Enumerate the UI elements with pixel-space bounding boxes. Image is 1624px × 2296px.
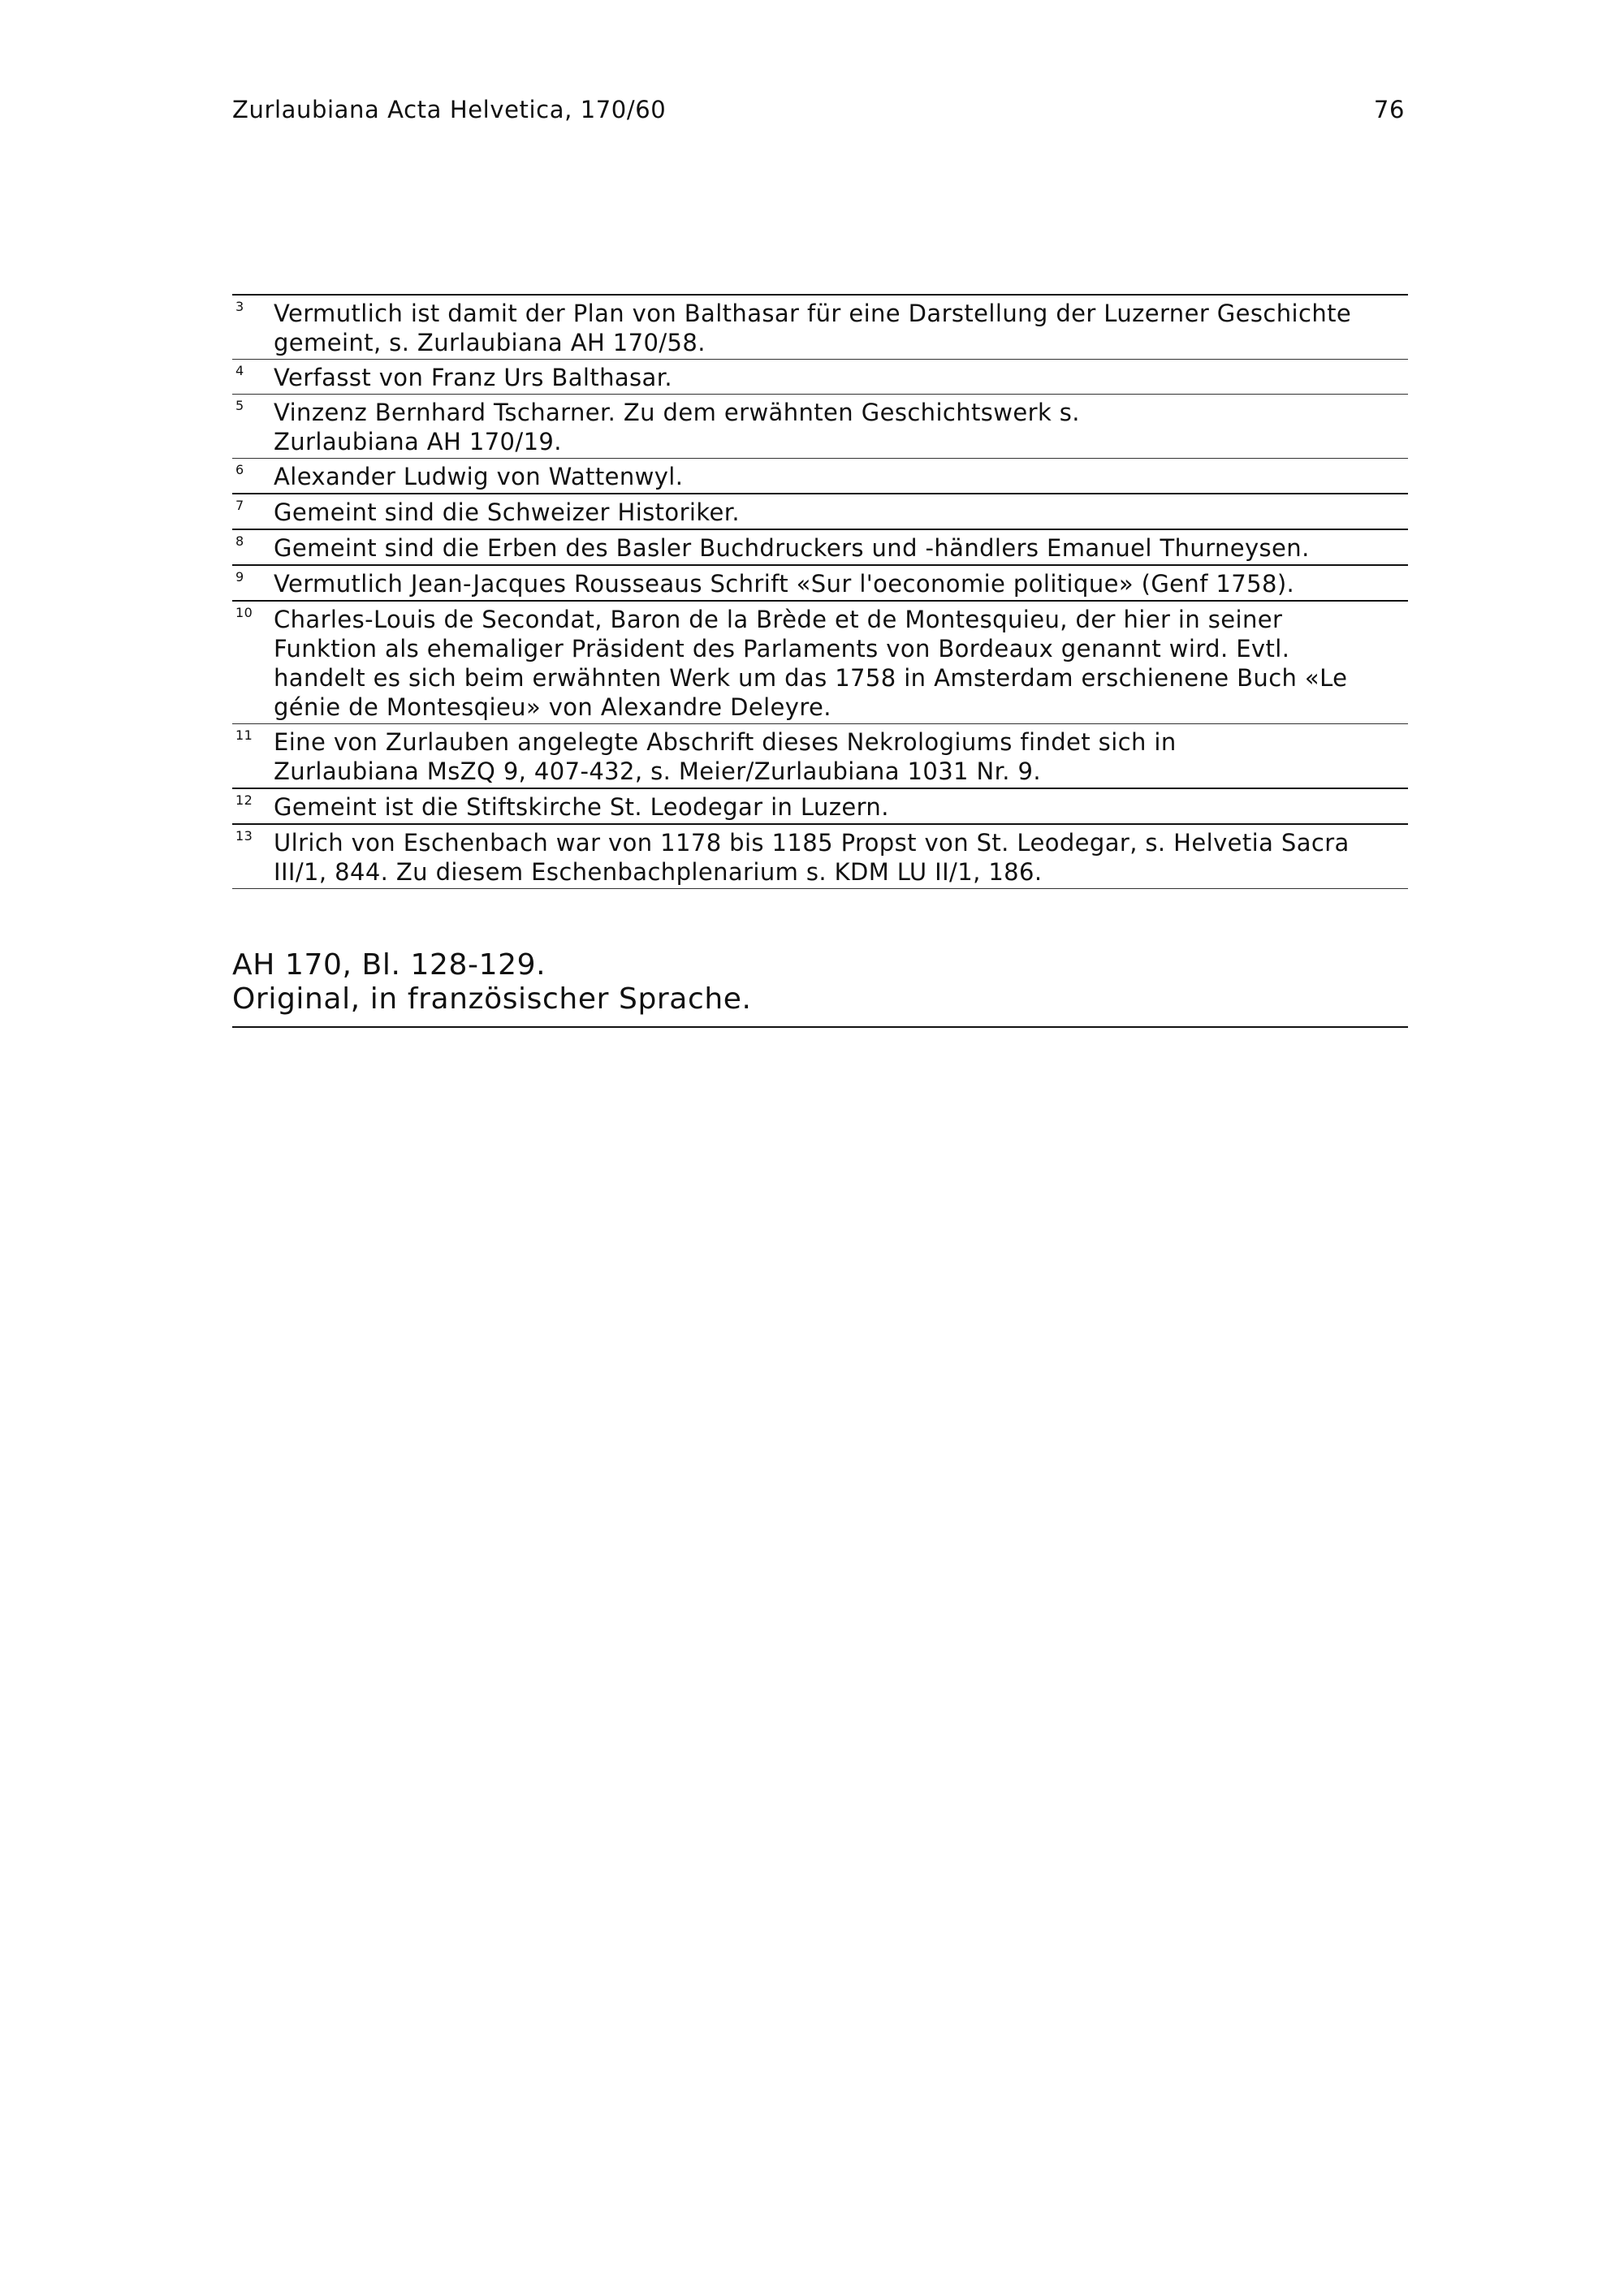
- footnote-line: Vermutlich ist damit der Plan von Balthasar für eine Darstellung der Luzerner Geschichte: [274, 300, 1352, 327]
- footnote: [232, 825, 1408, 889]
- footnotes: [232, 294, 1408, 889]
- footnote-text: [274, 533, 1408, 563]
- footnote-line: génie de Montesqieu» von Alexandre Deleyre.: [274, 693, 831, 721]
- footnote-line: Eine von Zurlauben angelegte Abschrift dieses Nekrologiums findet sich in: [274, 728, 1177, 756]
- footnote-number: 3: [235, 299, 244, 314]
- footnote: [232, 296, 1408, 360]
- page-number: 76: [1373, 96, 1405, 123]
- footnote-line: Gemeint sind die Erben des Basler Buchdruckers und -händlers Emanuel Thurneysen.: [274, 534, 1310, 562]
- footnote-text: [274, 569, 1408, 598]
- footnote-line: Gemeint ist die Stiftskirche St. Leodegar in Luzern.: [274, 793, 889, 821]
- footnote-line: Funktion als ehemaliger Präsident des Parlaments von Bordeaux genannt wird. Evtl.: [274, 635, 1290, 662]
- source-language: Original, in französischer Sprache.: [232, 982, 752, 1016]
- footnote-line: III/1, 844. Zu diesem Eschenbachplenarium s. KDM LU II/1, 186.: [274, 858, 1043, 886]
- footnote-line: Verfasst von Franz Urs Balthasar.: [274, 364, 673, 391]
- page-header: [232, 96, 1405, 128]
- footnote-text: [274, 828, 1408, 887]
- footnote-text: [274, 498, 1408, 527]
- footnote-line: Gemeint sind die Schweizer Historiker.: [274, 498, 741, 526]
- footnote-text: [274, 299, 1408, 357]
- footnote: [232, 724, 1408, 789]
- footnote-text: [274, 792, 1408, 822]
- footnote-line: Vinzenz Bernhard Tscharner. Zu dem erwähnten Geschichtswerk s.: [274, 399, 1080, 426]
- footnote: [232, 395, 1408, 459]
- footnote: [232, 530, 1408, 566]
- footnote-text: [274, 398, 1408, 456]
- footnote-text: [274, 363, 1408, 392]
- footnote-line: Ulrich von Eschenbach war von 1178 bis 1185 Propst von St. Leodegar, s. Helvetia Sacra: [274, 829, 1350, 857]
- footnote-line: gemeint, s. Zurlaubiana AH 170/58.: [274, 329, 706, 356]
- footnote-line: Zurlaubiana MsZQ 9, 407-432, s. Meier/Zurlaubiana 1031 Nr. 9.: [274, 757, 1041, 785]
- footnote-number: 8: [235, 533, 244, 549]
- footnote: [232, 566, 1408, 602]
- footnote-number: 6: [235, 462, 244, 477]
- footnote-number: 12: [235, 792, 253, 808]
- footnote-text: [274, 462, 1408, 491]
- footnote: [232, 789, 1408, 825]
- footnote-line: Vermutlich Jean-Jacques Rousseaus Schrift «Sur l'oeconomie politique» (Genf 1758).: [274, 570, 1295, 598]
- footnote-text: [274, 727, 1408, 786]
- footnote: [232, 459, 1408, 494]
- footnote: [232, 494, 1408, 530]
- footnote-line: Charles-Louis de Secondat, Baron de la Brède et de Montesquieu, der hier in seiner: [274, 606, 1283, 633]
- footnote-number: 9: [235, 569, 244, 585]
- footnote-text: [274, 605, 1408, 722]
- footnote-number: 11: [235, 727, 253, 743]
- running-title: Zurlaubiana Acta Helvetica, 170/60: [232, 96, 667, 123]
- footnote-number: 4: [235, 363, 244, 378]
- footnote-number: 13: [235, 828, 253, 844]
- footnote-number: 5: [235, 398, 244, 413]
- footnote: [232, 602, 1408, 724]
- footnote-line: handelt es sich beim erwähnten Werk um das 1758 in Amsterdam erschienene Buch «Le: [274, 664, 1348, 692]
- footnote-number: 7: [235, 498, 244, 513]
- footnote-line: Alexander Ludwig von Wattenwyl.: [274, 463, 684, 490]
- footnote-line: Zurlaubiana AH 170/19.: [274, 428, 562, 455]
- footnote: [232, 360, 1408, 395]
- footnote-number: 10: [235, 605, 253, 620]
- source-reference: AH 170, Bl. 128-129.: [232, 948, 546, 982]
- source-note: [232, 948, 1408, 1028]
